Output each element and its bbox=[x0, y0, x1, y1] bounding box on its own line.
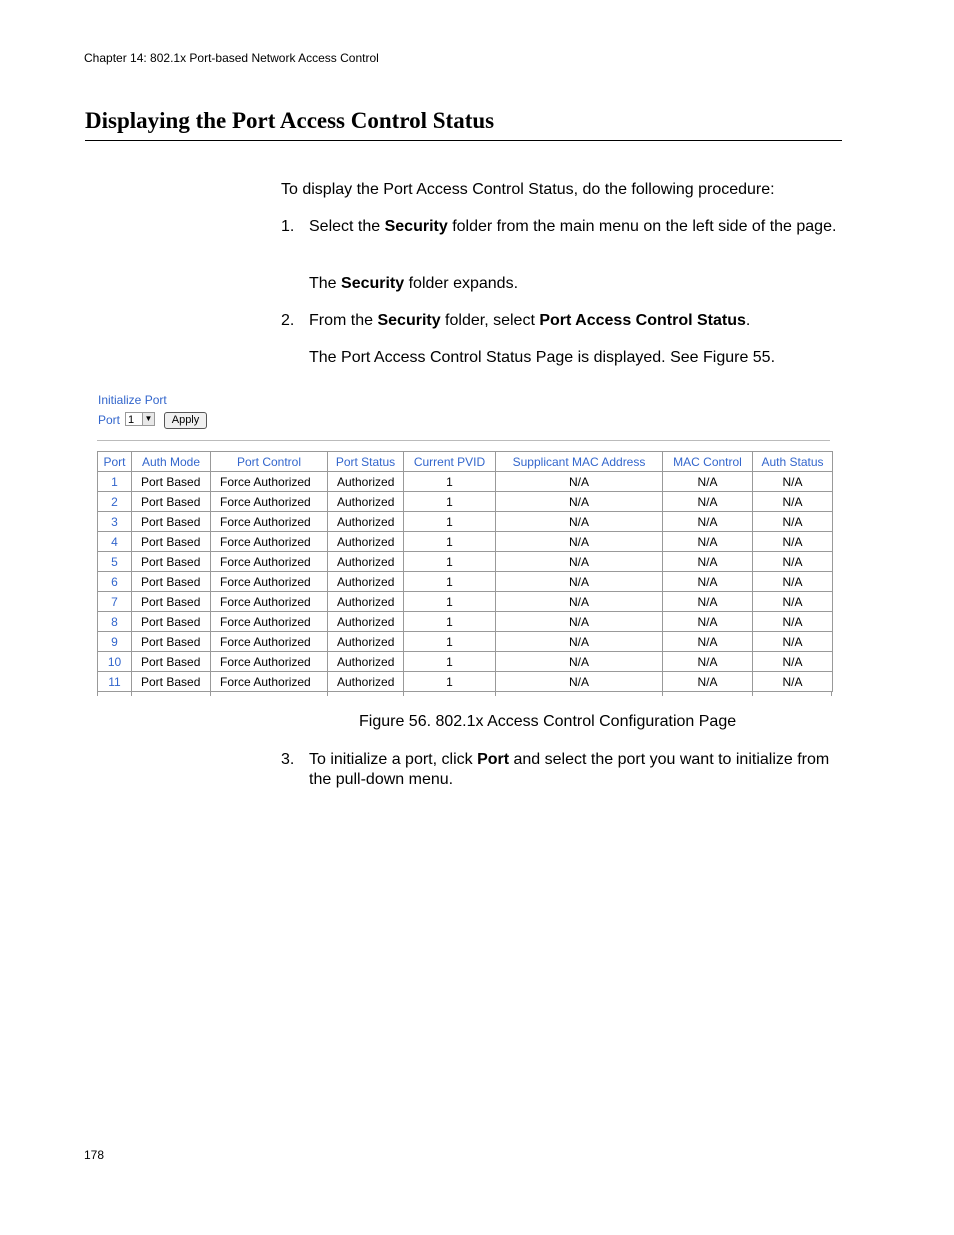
table-row bbox=[98, 612, 833, 632]
step-text-part: folder, select bbox=[440, 312, 540, 329]
table-cell: Port Based bbox=[132, 552, 211, 572]
continuation-line bbox=[495, 692, 496, 696]
initialize-port-heading: Initialize Port bbox=[98, 393, 167, 407]
column-header[interactable]: Port bbox=[98, 452, 132, 472]
table-cell: Authorized bbox=[328, 472, 404, 492]
table-cell: N/A bbox=[496, 512, 663, 532]
table-cell: N/A bbox=[496, 532, 663, 552]
table-cell: N/A bbox=[663, 652, 753, 672]
table-cell: 1 bbox=[404, 572, 496, 592]
table-cell: N/A bbox=[496, 592, 663, 612]
column-header[interactable]: Current PVID bbox=[404, 452, 496, 472]
figure-divider bbox=[97, 440, 830, 441]
section-title: Displaying the Port Access Control Status bbox=[85, 108, 495, 133]
table-cell: 1 bbox=[404, 552, 496, 572]
table-cell: N/A bbox=[496, 572, 663, 592]
table-cell: N/A bbox=[753, 552, 833, 572]
table-cell: Authorized bbox=[328, 572, 404, 592]
port-link-cell[interactable]: 6 bbox=[98, 572, 132, 592]
table-row bbox=[98, 632, 833, 652]
port-status-table bbox=[97, 451, 833, 692]
table-cell: N/A bbox=[753, 532, 833, 552]
table-continuation bbox=[97, 692, 832, 696]
table-cell: N/A bbox=[663, 552, 753, 572]
table-row bbox=[98, 492, 833, 512]
column-header[interactable]: Port Status bbox=[328, 452, 404, 472]
column-header[interactable]: Auth Status bbox=[753, 452, 833, 472]
table-row bbox=[98, 572, 833, 592]
table-cell: N/A bbox=[753, 572, 833, 592]
table-cell: N/A bbox=[663, 512, 753, 532]
port-select-value: 1 bbox=[128, 414, 135, 426]
table-cell: 1 bbox=[404, 512, 496, 532]
step-text-part: folder from the main menu on the left side of the page. bbox=[447, 218, 837, 235]
figure-caption: Figure 56. 802.1x Access Control Configuration Page bbox=[359, 713, 737, 730]
column-header[interactable]: Auth Mode bbox=[132, 452, 211, 472]
table-cell: Force Authorized bbox=[211, 592, 328, 612]
table-cell: N/A bbox=[753, 512, 833, 532]
table-row bbox=[98, 512, 833, 532]
step-bold: Port Access Control Status bbox=[539, 312, 746, 329]
table-cell: N/A bbox=[753, 632, 833, 652]
port-link-cell[interactable]: 11 bbox=[98, 672, 132, 692]
table-cell: N/A bbox=[663, 532, 753, 552]
table-cell: Port Based bbox=[132, 532, 211, 552]
table-row bbox=[98, 532, 833, 552]
table-cell: N/A bbox=[496, 492, 663, 512]
table-cell: N/A bbox=[663, 492, 753, 512]
table-cell: 1 bbox=[404, 632, 496, 652]
table-row bbox=[98, 472, 833, 492]
table-cell: Authorized bbox=[328, 532, 404, 552]
table-cell: Port Based bbox=[132, 632, 211, 652]
step-text bbox=[309, 217, 839, 237]
table-cell: N/A bbox=[753, 672, 833, 692]
table-cell: N/A bbox=[753, 612, 833, 632]
table-cell: Authorized bbox=[328, 492, 404, 512]
step-text bbox=[309, 750, 839, 790]
table-cell: Authorized bbox=[328, 552, 404, 572]
table-cell: Authorized bbox=[328, 592, 404, 612]
table-cell: 1 bbox=[404, 612, 496, 632]
port-link-cell[interactable]: 1 bbox=[98, 472, 132, 492]
table-cell: 1 bbox=[404, 672, 496, 692]
table-cell: Port Based bbox=[132, 472, 211, 492]
page-number: 178 bbox=[84, 1148, 105, 1162]
step-number: 1. bbox=[281, 218, 295, 235]
port-link-cell[interactable]: 4 bbox=[98, 532, 132, 552]
table-cell: N/A bbox=[663, 572, 753, 592]
table-cell: N/A bbox=[753, 652, 833, 672]
continuation-line bbox=[831, 692, 832, 696]
table-cell: Authorized bbox=[328, 672, 404, 692]
table-cell: Authorized bbox=[328, 652, 404, 672]
table-cell: Force Authorized bbox=[211, 492, 328, 512]
continuation-line bbox=[97, 692, 98, 696]
table-cell: N/A bbox=[496, 652, 663, 672]
table-cell: Port Based bbox=[132, 652, 211, 672]
step-note: The Port Access Control Status Page is displayed. See Figure 55. bbox=[309, 349, 776, 366]
table-cell: Force Authorized bbox=[211, 672, 328, 692]
table-cell: N/A bbox=[663, 472, 753, 492]
continuation-line bbox=[131, 692, 132, 696]
continuation-line bbox=[327, 692, 328, 696]
step-text-part: and select the port you want to initialize from the pull-down menu. bbox=[309, 751, 830, 788]
port-link-cell[interactable]: 3 bbox=[98, 512, 132, 532]
table-cell: Port Based bbox=[132, 512, 211, 532]
table-cell: N/A bbox=[663, 612, 753, 632]
step-text-part: . bbox=[745, 312, 751, 329]
table-header-row bbox=[98, 452, 833, 472]
table-cell: Force Authorized bbox=[211, 612, 328, 632]
table-cell: N/A bbox=[496, 612, 663, 632]
port-link[interactable]: Port bbox=[98, 413, 121, 427]
table-cell: 1 bbox=[404, 492, 496, 512]
table-cell: 1 bbox=[404, 472, 496, 492]
step-bold: Security bbox=[384, 218, 448, 235]
table-cell: Port Based bbox=[132, 572, 211, 592]
port-link-cell[interactable]: 2 bbox=[98, 492, 132, 512]
note-part: folder expands. bbox=[404, 275, 519, 292]
table-cell: N/A bbox=[753, 472, 833, 492]
table-row bbox=[98, 592, 833, 612]
table-cell: N/A bbox=[496, 472, 663, 492]
continuation-line bbox=[752, 692, 753, 696]
table-cell: N/A bbox=[496, 552, 663, 572]
continuation-line bbox=[662, 692, 663, 696]
table-cell: Force Authorized bbox=[211, 532, 328, 552]
port-link-cell[interactable]: 9 bbox=[98, 632, 132, 652]
step-text-part: To initialize a port, click bbox=[309, 751, 478, 768]
table-cell: Force Authorized bbox=[211, 572, 328, 592]
table-cell: Port Based bbox=[132, 672, 211, 692]
column-header[interactable]: Port Control bbox=[211, 452, 328, 472]
table-cell: N/A bbox=[753, 492, 833, 512]
step-text-part: From the bbox=[309, 312, 378, 329]
title-rule bbox=[85, 140, 842, 141]
port-link-cell[interactable]: 5 bbox=[98, 552, 132, 572]
table-row bbox=[98, 652, 833, 672]
chapter-header: Chapter 14: 802.1x Port-based Network Access Control bbox=[84, 51, 379, 65]
table-row bbox=[98, 672, 833, 692]
table-cell: Force Authorized bbox=[211, 472, 328, 492]
table-cell: Authorized bbox=[328, 512, 404, 532]
step-bold: Security bbox=[377, 312, 441, 329]
table-row bbox=[98, 552, 833, 572]
table-cell: N/A bbox=[663, 592, 753, 612]
port-link-cell[interactable]: 8 bbox=[98, 612, 132, 632]
port-select[interactable] bbox=[125, 412, 155, 426]
table-cell: 1 bbox=[404, 592, 496, 612]
table-cell: N/A bbox=[496, 632, 663, 652]
apply-button[interactable]: Apply bbox=[164, 412, 207, 429]
table-cell: Port Based bbox=[132, 592, 211, 612]
table-cell: N/A bbox=[663, 672, 753, 692]
table-cell: Authorized bbox=[328, 632, 404, 652]
step-note bbox=[309, 274, 839, 294]
table-cell: Port Based bbox=[132, 612, 211, 632]
table-cell: N/A bbox=[663, 632, 753, 652]
step-text bbox=[309, 311, 839, 331]
table-cell: Force Authorized bbox=[211, 552, 328, 572]
table-cell: N/A bbox=[496, 672, 663, 692]
step-number: 3. bbox=[281, 751, 295, 768]
table-cell: Force Authorized bbox=[211, 512, 328, 532]
port-link-cell[interactable]: 7 bbox=[98, 592, 132, 612]
table-cell: 1 bbox=[404, 652, 496, 672]
note-bold: Security bbox=[341, 275, 405, 292]
chevron-down-icon: ▼ bbox=[142, 413, 154, 425]
table-cell: 1 bbox=[404, 532, 496, 552]
continuation-line bbox=[210, 692, 211, 696]
note-part: The bbox=[309, 275, 342, 292]
step-bold: Port bbox=[477, 751, 510, 768]
step-text-part: Select the bbox=[309, 218, 385, 235]
intro-paragraph: To display the Port Access Control Status, do the following procedure: bbox=[281, 181, 775, 198]
table-cell: Force Authorized bbox=[211, 652, 328, 672]
port-link-cell[interactable]: 10 bbox=[98, 652, 132, 672]
table-cell: Authorized bbox=[328, 612, 404, 632]
column-header[interactable]: Supplicant MAC Address bbox=[496, 452, 663, 472]
continuation-line bbox=[403, 692, 404, 696]
column-header[interactable]: MAC Control bbox=[663, 452, 753, 472]
table-cell: Force Authorized bbox=[211, 632, 328, 652]
table-cell: N/A bbox=[753, 592, 833, 612]
step-number: 2. bbox=[281, 312, 295, 329]
table-cell: Port Based bbox=[132, 492, 211, 512]
